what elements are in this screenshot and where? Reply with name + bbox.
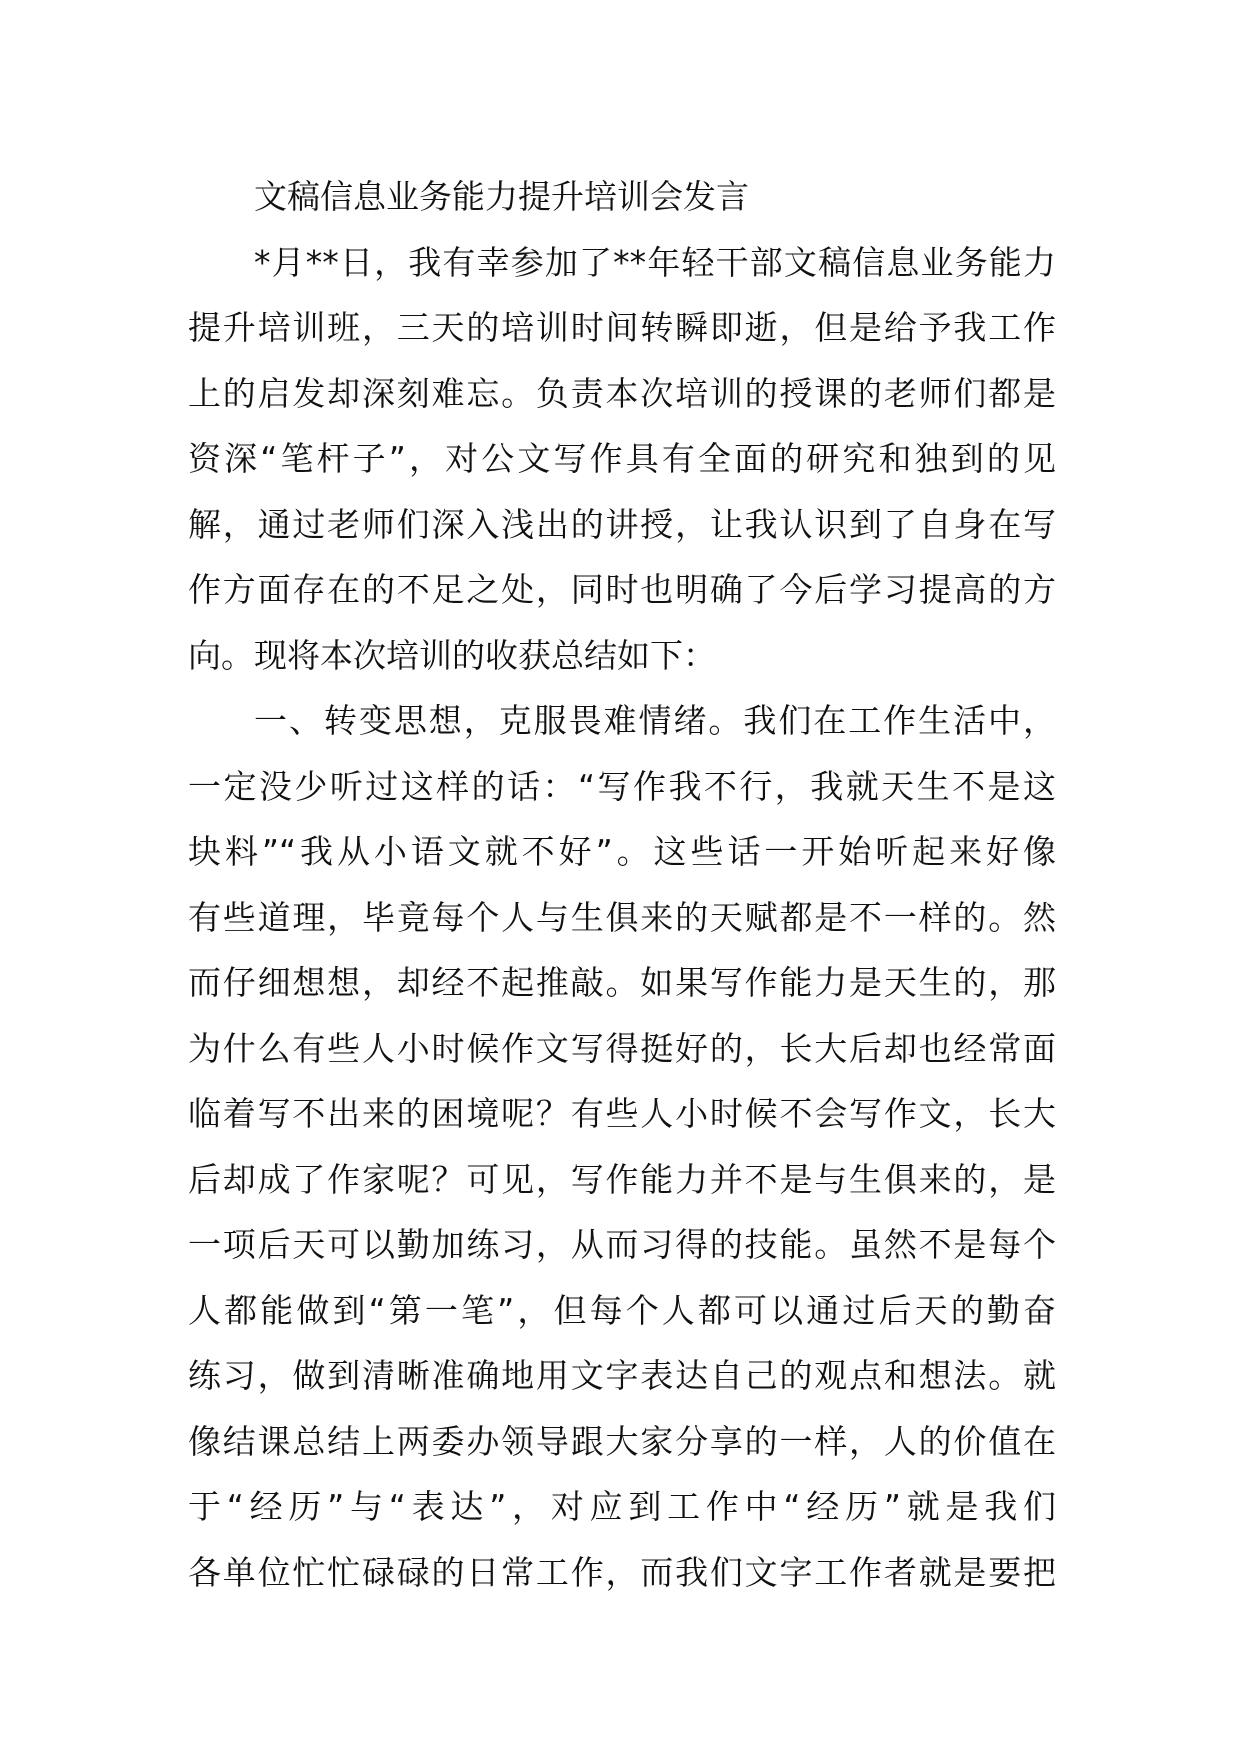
paragraph-line: 上的启发却深刻难忘。负责本次培训的授课的老师们都是: [188, 373, 1056, 413]
paragraph-line: 于“经历”与“表达”，对应到工作中“经历”就是我们: [188, 1487, 1056, 1526]
paragraph-line: 解，通过老师们深入浅出的讲授，让我认识到了自身在写: [188, 504, 1056, 544]
document-title: 文稿信息业务能力提升培训会发言: [254, 177, 749, 216]
paragraph-line: 而仔细想想，却经不起推敲。如果写作能力是天生的，那: [188, 963, 1056, 1002]
paragraph-line: 作方面存在的不足之处，同时也明确了今后学习提高的方: [188, 570, 1056, 609]
paragraph-line: 一定没少听过这样的话：“写作我不行，我就天生不是这: [188, 766, 1056, 806]
paragraph-line: 各单位忙忙碌碌的日常工作，而我们文字工作者就是要把: [188, 1552, 1056, 1592]
paragraph-line: 人都能做到“第一笔”，但每个人都可以通过后天的勤奋: [188, 1290, 1056, 1330]
document-page: [188, 164, 1056, 1605]
paragraph-line: 有些道理，毕竟每个人与生俱来的天赋都是不一样的。然: [188, 897, 1056, 937]
paragraph-line: 一、转变思想，克服畏难情绪。我们在工作生活中，: [254, 701, 1056, 740]
paragraph-line: 后却成了作家呢？可见，写作能力并不是与生俱来的，是: [188, 1159, 1056, 1199]
paragraph-line: 块料”“我从小语文就不好”。这些话一开始听起来好像: [188, 832, 1056, 871]
paragraph-line: 一项后天可以勤加练习，从而习得的技能。虽然不是每个: [188, 1225, 1056, 1264]
paragraph-line: 临着写不出来的困境呢？有些人小时候不会写作文，长大: [188, 1094, 1056, 1133]
paragraph-line: 为什么有些人小时候作文写得挺好的，长大后却也经常面: [188, 1028, 1056, 1068]
paragraph-line: 提升培训班，三天的培训时间转瞬即逝，但是给予我工作: [188, 308, 1056, 347]
paragraph-line: 资深“笔杆子”，对公文写作具有全面的研究和独到的见: [188, 439, 1056, 478]
paragraph-line: 向。现将本次培训的收获总结如下：: [188, 635, 716, 675]
paragraph-line: *月**日，我有幸参加了**年轻干部文稿信息业务能力: [254, 242, 1056, 282]
paragraph-line: 像结课总结上两委办领导跟大家分享的一样，人的价值在: [188, 1421, 1056, 1461]
paragraph-line: 练习，做到清晰准确地用文字表达自己的观点和想法。就: [188, 1356, 1056, 1395]
